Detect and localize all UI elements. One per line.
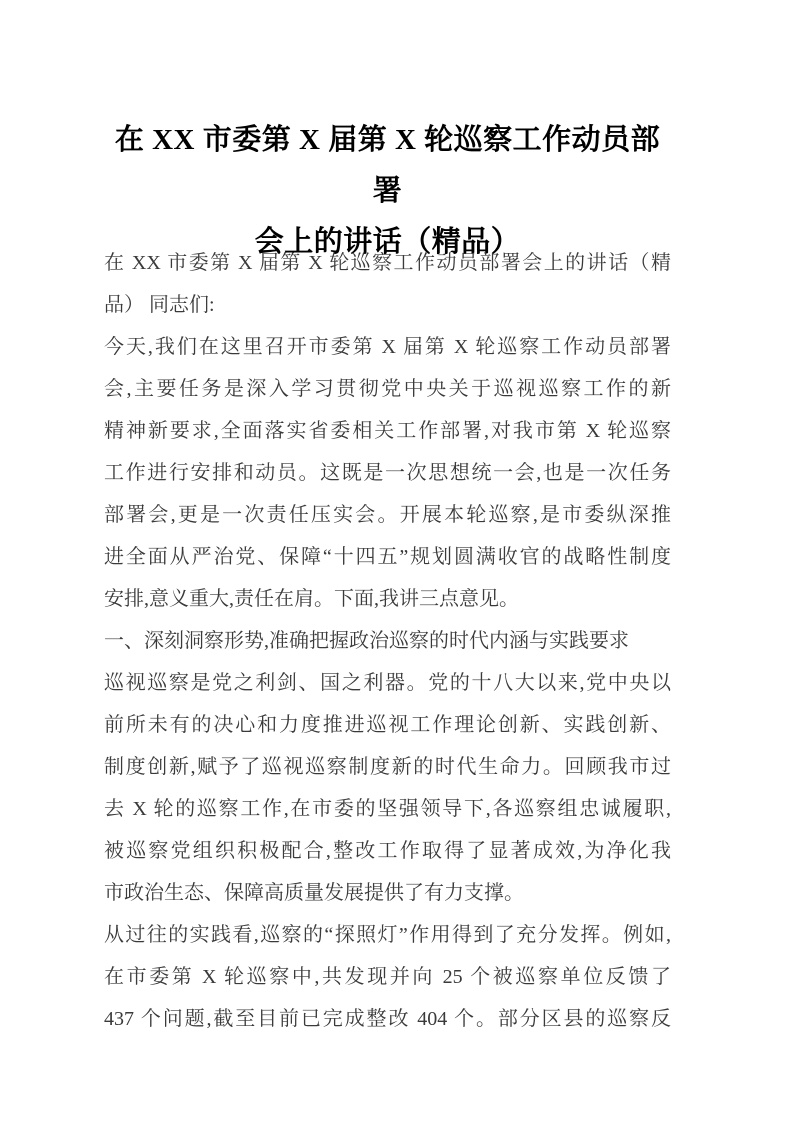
document-title-line-2: 会上的讲话（精品）: [254, 226, 521, 258]
paragraph-review: [104, 662, 671, 914]
text-line: 从过往的实践看,巡察的“探照灯”作用得到了充分发挥。例如,: [104, 924, 671, 946]
text-line: 精神新要求,全面落实省委相关工作部署,对我市第 X 轮巡察: [104, 420, 671, 442]
paragraph-opening: [104, 326, 671, 620]
text-line: 在市委第 X 轮巡察中,共发现并向 25 个被巡察单位反馈了: [104, 966, 671, 988]
text-line: 制度创新,赋予了巡视巡察制度新的时代生命力。回顾我市过: [104, 756, 671, 778]
text-line: 安排,意义重大,责任在肩。下面,我讲三点意见。: [104, 588, 519, 610]
text-line: 会,主要任务是深入学习贯彻党中央关于巡视巡察工作的新: [104, 378, 671, 400]
document-body: [104, 242, 671, 1040]
text-line: 前所未有的决心和力度推进巡视工作理论创新、实践创新、: [104, 714, 671, 736]
text-line: 巡视巡察是党之利剑、国之利器。党的十八大以来,党中央以: [104, 672, 671, 694]
paragraph-heading-one: [104, 620, 671, 662]
text-line: 去 X 轮的巡察工作,在市委的坚强领导下,各巡察组忠诚履职,: [104, 798, 671, 820]
text-line: 品） 同志们:: [104, 294, 215, 316]
text-line: 在 XX 市委第 X 届第 X 轮巡察工作动员部署会上的讲话（精: [104, 252, 671, 274]
text-line: 部署会,更是一次责任压实会。开展本轮巡察,是市委纵深推: [104, 504, 671, 526]
paragraph-practice: [104, 914, 671, 1040]
text-line: 进全面从严治党、保障“十四五”规划圆满收官的战略性制度: [104, 546, 671, 568]
text-line: 被巡察党组织积极配合,整改工作取得了显著成效,为净化我: [104, 840, 671, 862]
document-title-line-1: 在 XX 市委第 X 届第 X 轮巡察工作动员部署: [114, 124, 661, 207]
text-line: 市政治生态、保障高质量发展提供了有力支撑。: [104, 882, 524, 904]
paragraph-salutation: [104, 242, 671, 326]
text-line: 437 个问题,截至目前已完成整改 404 个。部分区县的巡察反: [104, 1008, 671, 1030]
text-line: 一、深刻洞察形势,准确把握政治巡察的时代内涵与实践要求: [104, 630, 629, 652]
text-line: 工作进行安排和动员。这既是一次思想统一会,也是一次任务: [104, 462, 671, 484]
text-line: 今天,我们在这里召开市委第 X 届第 X 轮巡察工作动员部署: [104, 336, 671, 358]
